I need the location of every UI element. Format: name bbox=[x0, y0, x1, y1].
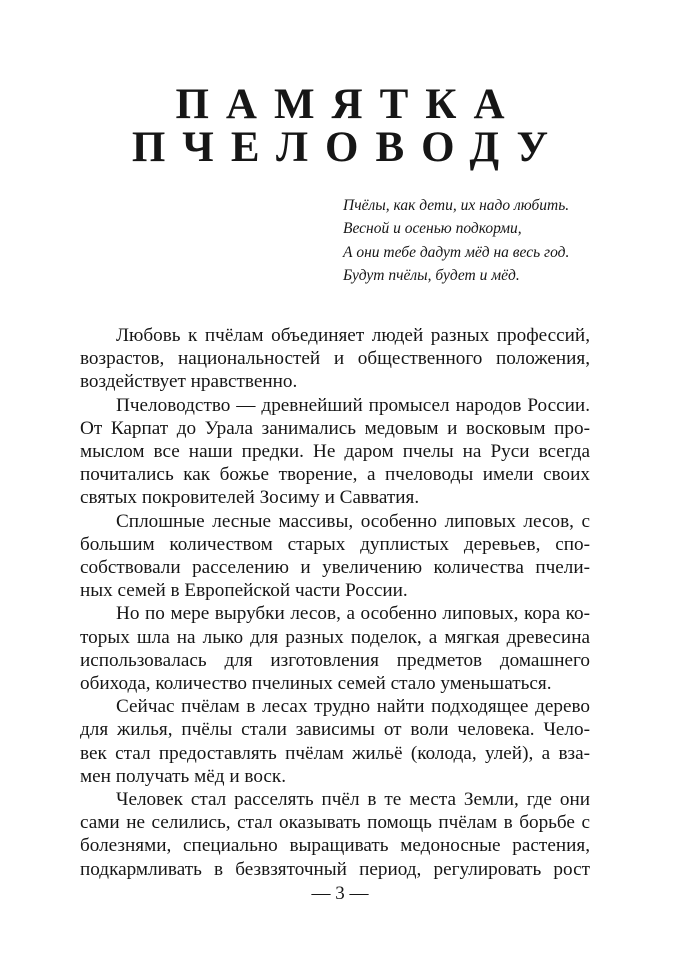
paragraph-line: большим количеством старых дуплистых деревьев, спо- bbox=[80, 533, 590, 555]
paragraph-line: Но по мере вырубки лесов, а особенно липовых, кора ко- bbox=[116, 603, 590, 625]
paragraph-line: использовалась для изготовления предметов домашнего bbox=[80, 649, 590, 671]
paragraph-line: сами не селились, стал оказывать помощь пчёлам в борьбе с bbox=[80, 812, 590, 834]
paragraph-line: святых покровителей Зосиму и Савватия. bbox=[80, 487, 420, 509]
title-line-1: ПАМЯТКА bbox=[175, 81, 522, 128]
paragraph-line: мыслом все наши предки. Не даром пчелы на Руси всегда bbox=[80, 441, 590, 463]
paragraph-line: ных семей в Европейской части России. bbox=[80, 580, 408, 602]
paragraph bbox=[80, 510, 590, 603]
paragraph-line: Человек стал расселять пчёл в те места Земли, где они bbox=[116, 789, 590, 811]
paragraph-line: собствовали расселению и увеличению количества пчели- bbox=[80, 557, 590, 579]
paragraph bbox=[80, 324, 590, 394]
paragraph-line: подкармливать в безвзяточный период, регулировать рост bbox=[80, 858, 590, 880]
paragraph-line: болезнями, специально выращивать медоносные растения, bbox=[80, 835, 590, 857]
paragraph-line: От Карпат до Урала занимались медовым и восковым про- bbox=[80, 417, 590, 439]
paragraph-line: Сплошные лесные массивы, особенно липовых лесов, с bbox=[116, 510, 590, 532]
paragraph-line: Сейчас пчёлам в лесах трудно найти подходящее дерево bbox=[116, 696, 590, 718]
paragraph-line: торых шла на лыко для разных поделок, а мягкая древесина bbox=[80, 626, 590, 648]
epigraph-line: А они тебе дадут мёд на весь год. bbox=[343, 243, 570, 261]
paragraph bbox=[80, 788, 590, 881]
paragraph-line: воздействует нравственно. bbox=[80, 371, 298, 393]
paragraph-line: Любовь к пчёлам объединяет людей разных профессий, bbox=[116, 325, 590, 346]
epigraph-line: Пчёлы, как дети, их надо любить. bbox=[343, 197, 570, 214]
paragraph-line: Пчеловодство — древнейший промысел народов России. bbox=[116, 394, 590, 416]
paragraph-line: мен получать мёд и воск. bbox=[80, 765, 287, 787]
epigraph-line: Весной и осенью подкорми, bbox=[343, 220, 522, 238]
epigraph-line: Будут пчёлы, будет и мёд. bbox=[343, 266, 520, 284]
body-text bbox=[80, 324, 590, 881]
title-line-2: ПЧЕЛОВОДУ bbox=[131, 124, 566, 171]
paragraph-line: век стал предоставлять пчёлам жильё (колода, улей), а взa- bbox=[80, 742, 590, 764]
paragraph-line: почитались как божье творение, а пчеловоды имели своих bbox=[80, 464, 590, 486]
paragraph-line: для жилья, пчёлы стали зависимы от воли человека. Чело- bbox=[80, 719, 590, 741]
paragraph bbox=[80, 695, 590, 788]
paragraph bbox=[80, 394, 590, 510]
paragraph bbox=[80, 602, 590, 695]
paragraph-line: возрастов, национальностей и общественного положения, bbox=[80, 348, 590, 370]
paragraph-line: обихода, количество пчелиных семей стало уменьшаться. bbox=[80, 673, 552, 695]
epigraph bbox=[343, 194, 663, 287]
page-number: — 3 — bbox=[311, 883, 369, 904]
